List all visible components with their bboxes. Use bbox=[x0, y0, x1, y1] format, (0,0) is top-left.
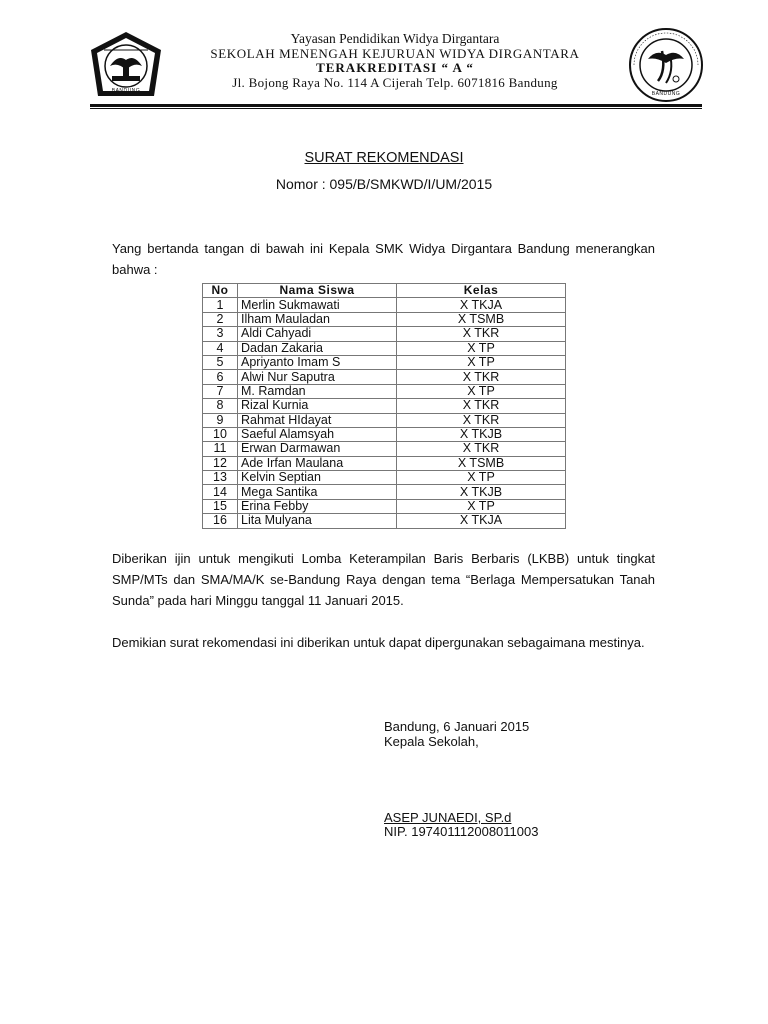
student-class: X TP bbox=[397, 471, 566, 485]
row-number: 8 bbox=[203, 399, 238, 413]
row-number: 11 bbox=[203, 442, 238, 456]
student-name: Erwan Darmawan bbox=[238, 442, 397, 456]
school-name: SEKOLAH MENENGAH KEJURUAN WIDYA DIRGANTARA bbox=[210, 46, 580, 61]
student-class: X TP bbox=[397, 384, 566, 398]
table-row bbox=[203, 327, 566, 341]
letter-number: Nomor : 095/B/SMKWD/I/UM/2015 bbox=[275, 176, 493, 192]
student-class: X TSMB bbox=[397, 456, 566, 470]
student-class: X TKR bbox=[397, 399, 566, 413]
student-class: X TP bbox=[397, 499, 566, 513]
student-name: Ilham Mauladan bbox=[238, 312, 397, 326]
row-number: 16 bbox=[203, 514, 238, 528]
row-number: 7 bbox=[203, 384, 238, 398]
row-number: 6 bbox=[203, 370, 238, 384]
student-class: X TKJB bbox=[397, 485, 566, 499]
intro-paragraph: Yang bertanda tangan di bawah ini Kepala SMK Widya Dirgantara Bandung menerangkan bahwa : bbox=[112, 241, 655, 277]
student-class: X TKJA bbox=[397, 514, 566, 528]
student-name: Rizal Kurnia bbox=[238, 399, 397, 413]
student-name: Dadan Zakaria bbox=[238, 341, 397, 355]
student-class: X TSMB bbox=[397, 312, 566, 326]
student-name: Alwi Nur Saputra bbox=[238, 370, 397, 384]
row-number: 12 bbox=[203, 456, 238, 470]
student-class: X TKR bbox=[397, 327, 566, 341]
logo-right-bottom: BANDUNG bbox=[651, 91, 681, 97]
closing-paragraph: Demikian surat rekomendasi ini diberikan untuk dapat dipergunakan sebagaimana mestinya. bbox=[112, 635, 645, 650]
table-row bbox=[203, 312, 566, 326]
row-number: 10 bbox=[203, 427, 238, 441]
letterhead-rule-thin bbox=[90, 108, 702, 109]
student-name: Apriyanto Imam S bbox=[238, 355, 397, 369]
student-name: Merlin Sukmawati bbox=[238, 298, 397, 312]
table-row bbox=[203, 413, 566, 427]
body-paragraph: Diberikan ijin untuk mengikuti Lomba Keterampilan Baris Berbaris (LKBB) untuk tingkat SMP/MTs dan SMA/MA/K se-Bandung Raya dengan tema “Berlaga Mempersatukan Tanah Sunda” pada hari Minggu tanggal 11 Januari 2015. bbox=[112, 551, 655, 608]
row-number: 14 bbox=[203, 485, 238, 499]
row-number: 4 bbox=[203, 341, 238, 355]
header-no: No bbox=[203, 284, 238, 298]
table-row bbox=[203, 370, 566, 384]
student-name: M. Ramdan bbox=[238, 384, 397, 398]
accreditation: TERAKREDITASI “ A “ bbox=[316, 60, 474, 75]
row-number: 3 bbox=[203, 327, 238, 341]
table-row bbox=[203, 399, 566, 413]
letter-title bbox=[0, 150, 768, 166]
letterhead-rule bbox=[90, 104, 702, 107]
row-number: 2 bbox=[203, 312, 238, 326]
student-name: Kelvin Septian bbox=[238, 471, 397, 485]
signature-nip: NIP. 197401112008011003 bbox=[384, 824, 539, 839]
student-table bbox=[202, 283, 566, 529]
student-name: Ade Irfan Maulana bbox=[238, 456, 397, 470]
student-name: Lita Mulyana bbox=[238, 514, 397, 528]
table-row bbox=[203, 427, 566, 441]
signature-role: Kepala Sekolah, bbox=[384, 734, 479, 749]
student-class: X TKR bbox=[397, 413, 566, 427]
table-row bbox=[203, 485, 566, 499]
row-number: 5 bbox=[203, 355, 238, 369]
student-name: Saeful Alamsyah bbox=[238, 427, 397, 441]
table-row bbox=[203, 298, 566, 312]
student-class: X TP bbox=[397, 341, 566, 355]
header-class: Kelas bbox=[397, 284, 566, 298]
student-class: X TKJA bbox=[397, 298, 566, 312]
table-row bbox=[203, 341, 566, 355]
student-class: X TKJB bbox=[397, 427, 566, 441]
row-number: 15 bbox=[203, 499, 238, 513]
foundation-name: Yayasan Pendidikan Widya Dirgantara bbox=[290, 31, 500, 46]
table-row bbox=[203, 384, 566, 398]
row-number: 9 bbox=[203, 413, 238, 427]
logo-left-bottom: BANDUNG bbox=[111, 88, 141, 94]
signature-place-date: Bandung, 6 Januari 2015 bbox=[384, 719, 530, 734]
student-name: Rahmat HIdayat bbox=[238, 413, 397, 427]
row-number: 13 bbox=[203, 471, 238, 485]
table-row bbox=[203, 456, 566, 470]
student-class: X TKR bbox=[397, 370, 566, 384]
student-class: X TP bbox=[397, 355, 566, 369]
table-row bbox=[203, 442, 566, 456]
row-number: 1 bbox=[203, 298, 238, 312]
table-row bbox=[203, 355, 566, 369]
student-name: Aldi Cahyadi bbox=[238, 327, 397, 341]
table-row bbox=[203, 514, 566, 528]
student-name: Erina Febby bbox=[238, 499, 397, 513]
table-row bbox=[203, 499, 566, 513]
table-row bbox=[203, 471, 566, 485]
school-address: Jl. Bojong Raya No. 114 A Cijerah Telp. 6071816 Bandung bbox=[232, 75, 558, 90]
student-name: Mega Santika bbox=[238, 485, 397, 499]
header-name: Nama Siswa bbox=[238, 284, 397, 298]
student-class: X TKR bbox=[397, 442, 566, 456]
letter-title-text: SURAT REKOMENDASI bbox=[304, 150, 464, 166]
signature-name: ASEP JUNAEDI, SP.d bbox=[384, 810, 512, 825]
table-header-row bbox=[203, 284, 566, 298]
